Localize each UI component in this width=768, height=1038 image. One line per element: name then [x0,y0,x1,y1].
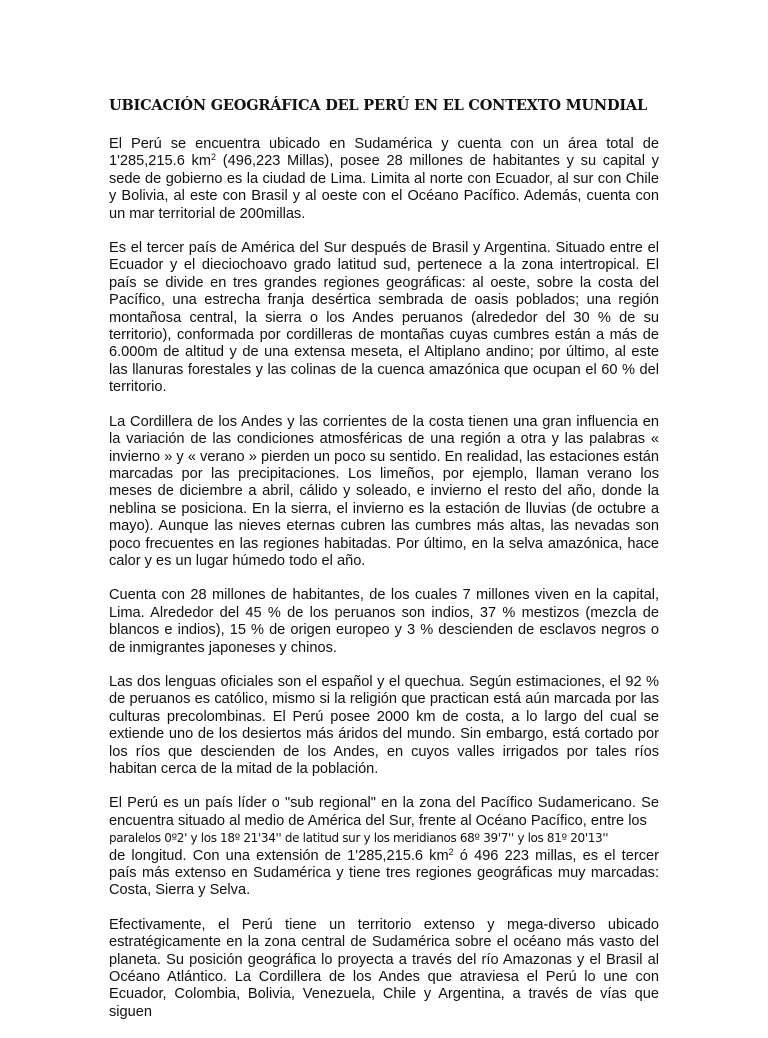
paragraph-climate: La Cordillera de los Andes y las corrientes de la costa tienen una gran influencia en la variación de las condiciones atmosféricas de una región a otra y las palabras « invierno » y « verano » pierden un poco su sentido. En realidad, las estaciones están marcadas por las precipitaciones. Los limeños, por ejemplo, llaman verano los meses de diciembre a abril, cálido y soleado, e invierno el resto del año, donde la neblina se posiciona. En la sierra, el invierno es la estación de lluvias (de octubre a mayo). Aunque las nieves eternas cubren las cumbres más altas, las nevadas son poco frecuentes en las regiones habitadas. Por último, en la selva amazónica, hace calor y es un lugar húmedo todo el año. [109,413,659,569]
paragraph-position [109,795,659,899]
paragraph-location-text-a: El Perú se encuentra ubicado en Sudamérica y cuenta con un área total de 1'285,215.6 km [109,136,659,170]
superscript-squared: 2 [211,152,217,163]
coordinates-line: paralelos 0º2' y los 18º 21'34'' de latitud sur y los meridianos 68º 39'7'' y los 81º 20'13'' [109,831,609,846]
paragraph-languages: Las dos lenguas oficiales son el español y el quechua. Según estimaciones, el 92 % de peruanos es católico, mismo si la religión que practican está aún marcada por las culturas precolombinas. El Perú posee 2000 km de costa, a lo largo del cual se extiende uno de los desiertos más áridos del mundo. Sin embargo, está cortado por los ríos que descienden de los Andes, en cuyos valles irrigados por tales ríos habitan cerca de la mitad de la población. [109,673,659,777]
document-page [109,97,659,1038]
paragraph-strategic: Efectivamente, el Perú tiene un territorio extenso y mega-diverso ubicado estratégicamente en la zona central de Sudamérica sobre el océano más vasto del planeta. Su posición geográfica lo proyecta a través del río Amazonas y el Brasil al Océano Atlántico. La Cordillera de los Andes que atraviesa el Perú lo une con Ecuador, Colombia, Bolivia, Venezuela, Chile y Argentina, a través de vías que siguen [109,916,659,1020]
paragraph-position-text-a: El Perú es un país líder o "sub regional" en la zona del Pacífico Sudamericano. Se encuentra situado al medio de América del Sur, frente al Océano Pacífico, entre los [109,795,659,829]
paragraph-population: Cuenta con 28 millones de habitantes, de los cuales 7 millones viven en la capital, Lima. Alrededor del 45 % de los peruanos son indios, 37 % mestizos (mezcla de blancos e indios), 15 % de origen europeo y 3 % descienden de esclavos negros o de inmigrantes japoneses y chinos. [109,587,659,656]
paragraph-location-text-b: (496,223 Millas), posee 28 millones de habitantes y su capital y sede de gobierno es la ciudad de Lima. Limita al norte con Ecuador, al sur con Chile y Bolivia, al este con Brasil y al oeste con el Océano Pacífico. Además, cuenta con un mar territorial de 200millas. [109,153,659,222]
paragraph-regions: Es el tercer país de América del Sur después de Brasil y Argentina. Situado entre el Ecuador y el dieciochoavo grado latitud sud, pertenece a la zona intertropical. El país se divide en tres grandes regiones geográficas: al oeste, sobre la costa del Pacífico, una estrecha franja desértica sembrada de oasis poblados; una región montañosa central, la sierra o los Andes peruanos (alrededor del 30 % de su territorio), conformada por cordilleras de montañas cuyas cumbres están a más de 6.000m de altitud y de una extensa meseta, el Altiplano andino; por último, al este las llanuras forestales y las colinas de la cuenca amazónica que ocupan el 60 % del territorio. [109,240,659,396]
document-title: UBICACIÓN GEOGRÁFICA DEL PERÚ EN EL CONTEXTO MUNDIAL [109,97,647,114]
superscript-squared-2: 2 [448,846,454,857]
paragraph-position-text-c: ó 496 223 millas, es el tercer país más extenso en Sudamérica y tiene tres regiones geográficas muy marcadas: Costa, Sierra y Selva. [109,847,659,899]
paragraph-location [109,136,659,223]
paragraph-position-text-b: de longitud. Con una extensión de 1'285,215.6 km [109,847,449,864]
